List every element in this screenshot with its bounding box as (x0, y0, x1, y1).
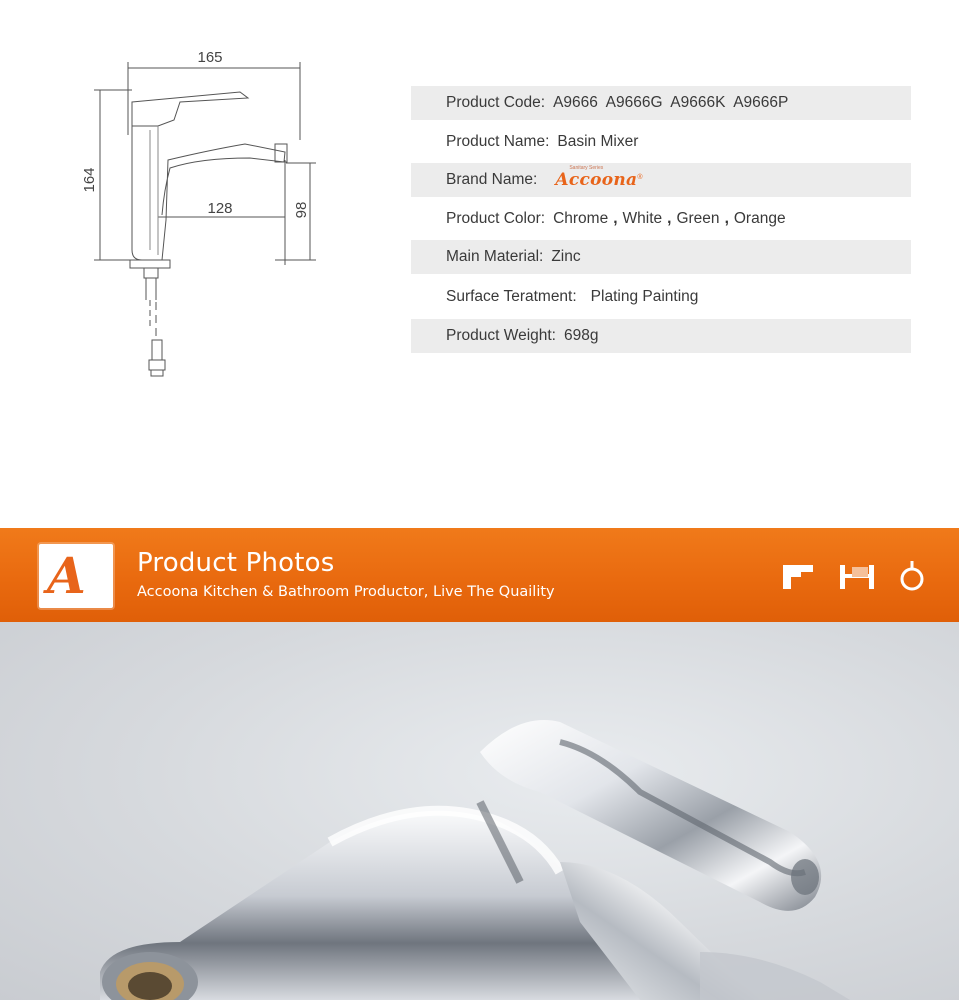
dim-spout-height-label: 98 (293, 201, 310, 219)
faucet-photo (0, 622, 959, 1000)
brand-letter: A (47, 546, 86, 605)
brand-logo (555, 165, 643, 190)
spec-table (411, 86, 911, 353)
spec-row-product-color (411, 197, 911, 240)
spec-row-product-name (411, 120, 911, 163)
registered-mark: ® (637, 173, 643, 181)
spec-value: Basin Mixer (557, 132, 639, 150)
spec-value: Plating Painting (590, 287, 699, 305)
spec-label: Product Name: (446, 132, 550, 150)
spec-row-brand-name (411, 163, 911, 197)
banner-title: Product Photos (137, 548, 335, 578)
brand-tagline: Sanitary Series (569, 165, 604, 171)
color-separator: , (724, 209, 729, 227)
color-separator: , (667, 209, 672, 227)
spec-row-product-code (411, 86, 911, 120)
dim-width-label: 165 (197, 49, 223, 66)
brand-wordmark: Accoona (555, 170, 638, 190)
color-value: Orange (733, 209, 786, 227)
spec-label: Brand Name: (446, 171, 538, 188)
spec-label: Product Code: (446, 94, 546, 111)
dim-reach-label: 128 (207, 200, 233, 217)
spec-value: A9666 A9666G A9666K A9666P (553, 94, 789, 111)
color-separator: , (613, 209, 618, 227)
spec-value: Zinc (551, 248, 581, 265)
brand-logo-badge (39, 544, 113, 608)
spec-row-surface-treatment (411, 274, 911, 319)
product-photo (0, 622, 959, 1000)
spec-label: Main Material: (446, 248, 544, 265)
color-value: White (622, 209, 663, 227)
spec-label: Surface Teratment: (446, 287, 577, 305)
faucet-icon (781, 559, 815, 593)
spec-row-main-material (411, 240, 911, 274)
color-value: Chrome (553, 209, 609, 227)
spec-label: Product Color: (446, 209, 546, 227)
spec-row-product-weight (411, 319, 911, 353)
section-banner (0, 528, 959, 622)
towel-ring-icon (897, 559, 927, 593)
dim-height-label: 164 (81, 167, 98, 193)
spec-value: 698g (564, 327, 599, 344)
color-value: Green (676, 209, 720, 227)
banner-subtitle: Accoona Kitchen & Bathroom Productor, Live The Quaility (137, 584, 555, 600)
towel-bar-icon (838, 559, 876, 593)
technical-drawing (70, 40, 330, 400)
spec-label: Product Weight: (446, 327, 556, 344)
